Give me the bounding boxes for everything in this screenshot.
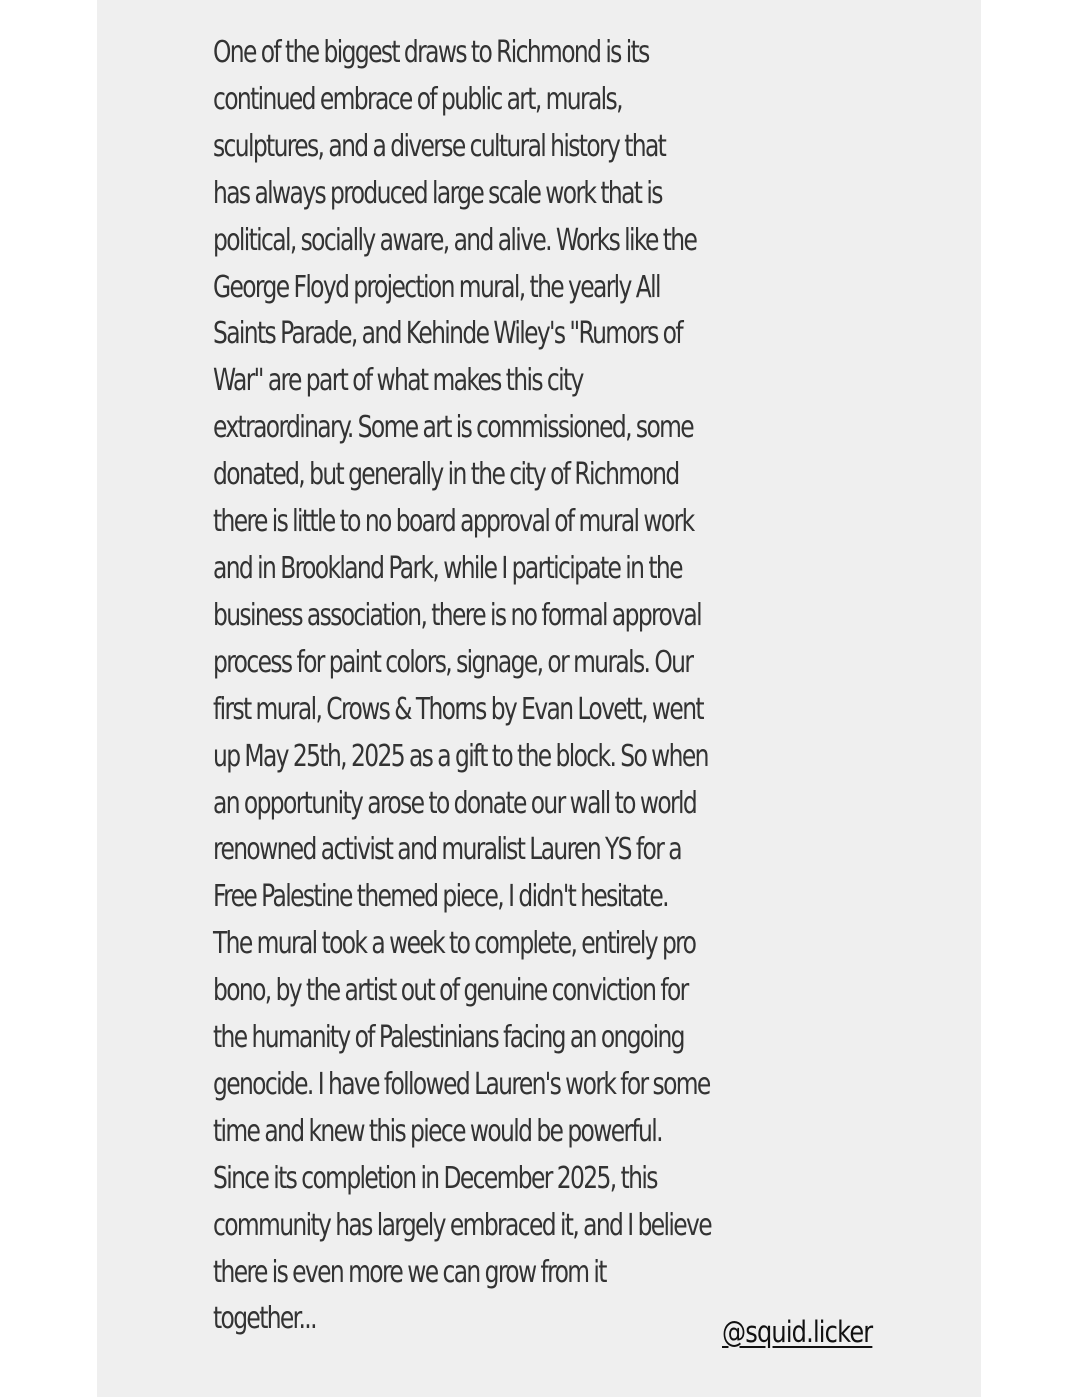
- story-line: has always produced large scale work that is: [213, 175, 662, 211]
- story-line: community has largely embraced it, and I believe: [213, 1207, 712, 1243]
- story-line: The mural took a week to complete, entirely pro: [213, 926, 696, 962]
- story-line: together...: [213, 1301, 316, 1337]
- story-line: renowned activist and muralist Lauren YS for a: [213, 832, 681, 868]
- story-line: Since its completion in December 2025, this: [213, 1160, 657, 1196]
- author-handle-link[interactable]: @squid.licker: [722, 1315, 873, 1349]
- story-line: genocide. I have followed Lauren's work for some: [213, 1066, 710, 1102]
- story-text-block: [213, 30, 881, 1343]
- story-line: War" are part of what makes this city: [213, 363, 583, 399]
- story-line: an opportunity arose to donate our wall to world: [213, 785, 697, 821]
- story-line: first mural, Crows & Thorns by Evan Lovett, went: [213, 691, 703, 727]
- story-line: continued embrace of public art, murals,: [213, 81, 622, 117]
- story-line: and in Brookland Park, while I participate in the: [213, 550, 682, 586]
- story-line: One of the biggest draws to Richmond is its: [213, 35, 649, 70]
- story-line: there is little to no board approval of mural work: [213, 504, 694, 540]
- story-line: business association, there is no formal approval: [213, 597, 701, 633]
- story-line: process for paint colors, signage, or murals. Our: [213, 644, 693, 680]
- story-frame: [97, 0, 981, 1397]
- story-line: sculptures, and a diverse cultural history that: [213, 128, 666, 164]
- story-line: political, socially aware, and alive. Works like the: [213, 222, 697, 258]
- story-line: time and knew this piece would be powerful.: [213, 1113, 662, 1149]
- story-line: Saints Parade, and Kehinde Wiley's "Rumors of: [213, 316, 682, 352]
- story-line: Free Palestine themed piece, I didn't hesitate.: [213, 879, 668, 915]
- story-line: donated, but generally in the city of Richmond: [213, 457, 679, 493]
- story-line: there is even more we can grow from it: [213, 1254, 606, 1290]
- story-line: the humanity of Palestinians facing an ongoing: [213, 1020, 684, 1056]
- story-line: George Floyd projection mural, the yearly All: [213, 269, 660, 305]
- story-line: up May 25th, 2025 as a gift to the block. So when: [213, 738, 708, 774]
- story-line: extraordinary. Some art is commissioned, some: [213, 410, 694, 446]
- story-line: bono, by the artist out of genuine conviction for: [213, 973, 688, 1009]
